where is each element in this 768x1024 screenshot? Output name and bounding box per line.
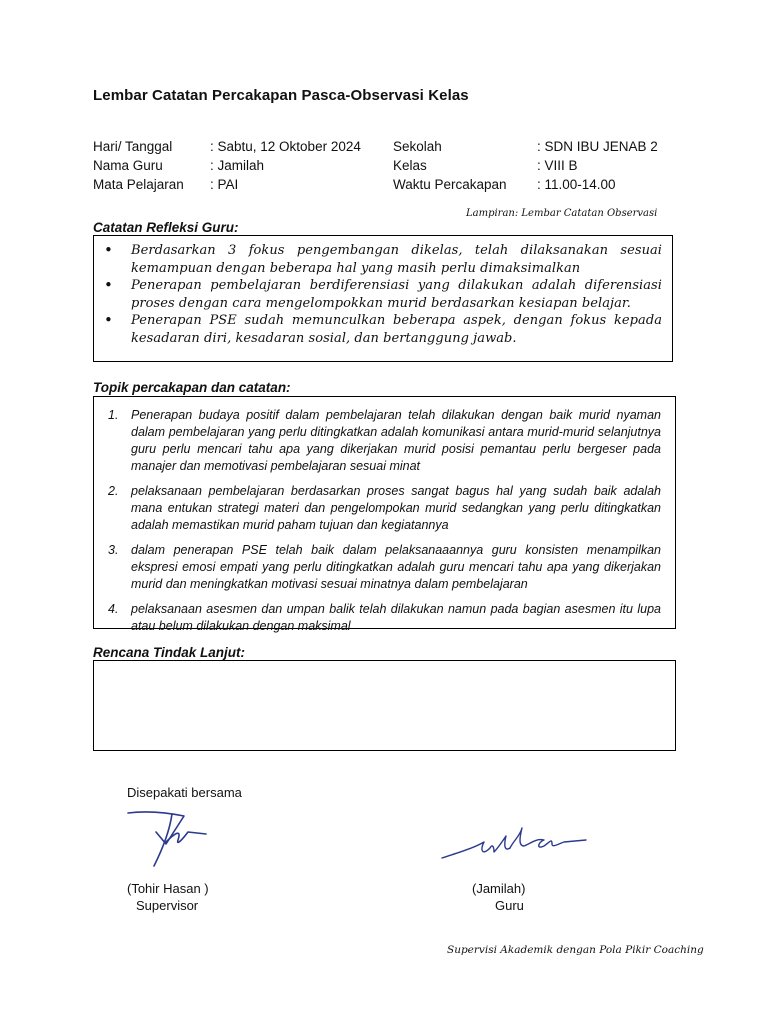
footer-note: Supervisi Akademik dengan Pola Pikir Coaching (447, 944, 704, 956)
list-item: 3. dalam penerapan PSE telah baik dalam pelaksanaaannya guru konsisten menampilkan ekspresi emosi empati yang perlu ditingkatkan adalah guru mencari tahu apa yang dikerjakan murid dan meningkatkan motivasi sesuai minatnya dalam pembelajaran (108, 543, 661, 591)
list-item: 2. pelaksanaan pembelajaran berdasarkan proses sangat bagus hal yang sudah baik adalah mana entukan strategi materi dan pengelompokan murid sedangkan yang perlu ditingkatkan adalah memastikan murid paham tujuan dan kegiatannya (108, 484, 661, 532)
info-row-date-label: Hari/ Tanggal (93, 139, 173, 154)
follow-up-box (93, 660, 676, 751)
info-row-time-value: : 11.00-14.00 (537, 177, 616, 192)
attachment-note: Lampiran: Lembar Catatan Observasi (466, 208, 658, 219)
topics-box (93, 396, 676, 633)
list-item: • Berdasarkan 3 fokus pengembangan dikelas, telah dilaksanakan sesuai kemampuan dengan beberapa hal yang masih perlu dimaksimalkan (94, 242, 662, 277)
reflection-label: Catatan Refleksi Guru: (93, 220, 239, 235)
list-item: • Penerapan PSE sudah memunculkan beberapa aspek, dengan fokus kepada kesadaran diri, kesadaran sosial, dan bertanggung jawab. (94, 312, 662, 347)
info-row-time-label: Waktu Percakapan (393, 177, 507, 192)
list-item: 4. pelaksanaan asesmen dan umpan balik telah dilakukan namun pada bagian asesmen itu lupa atau belum dilakukan dengan maksimal (108, 602, 661, 633)
supervisor-signature (122, 806, 214, 872)
topics-label: Topik percakapan dan catatan: (93, 380, 291, 395)
info-row-subject-label: Mata Pelajaran (93, 177, 184, 192)
info-row-school-value: : SDN IBU JENAB 2 (537, 139, 658, 154)
reflection-box (93, 235, 673, 362)
info-row-class-label: Kelas (393, 158, 427, 173)
teacher-role: Guru (495, 898, 524, 913)
follow-up-label: Rencana Tindak Lanjut: (93, 645, 246, 660)
info-row-date-value: : Sabtu, 12 Oktober 2024 (210, 139, 361, 154)
page-title: Lembar Catatan Percakapan Pasca-Observasi Kelas (93, 87, 469, 104)
list-item: 1. Penerapan budaya positif dalam pembelajaran telah dilakukan dengan baik murid nyaman dalam pembelajaran yang perlu ditingkatkan adalah komunikasi antara murid-murid selanjutnya guru perlu mencari tahu apa yang dikerjakan murid posisi pemantau perlu bergeser pada manajer dan memotivasi pembelajaran sesuai minat (108, 408, 661, 473)
reflection-list (94, 242, 662, 347)
agreement-text: Disepakati bersama (127, 785, 242, 800)
info-row-subject-value: : PAI (210, 177, 239, 192)
info-row-school-label: Sekolah (393, 139, 442, 154)
info-row-teacher-value: : Jamilah (210, 158, 265, 173)
supervisor-role: Supervisor (136, 898, 199, 913)
info-row-class-value: : VIII B (537, 158, 578, 173)
supervisor-name: (Tohir Hasan ) (127, 881, 209, 896)
teacher-name: (Jamilah) (472, 881, 526, 896)
info-row-teacher-label: Nama Guru (93, 158, 163, 173)
topics-list (94, 407, 661, 635)
list-item: • Penerapan pembelajaran berdiferensiasi yang dilakukan adalah diferensiasi proses dengan cara mengelompokkan murid berdasarkan kesiapan belajar. (94, 277, 662, 312)
teacher-signature (440, 822, 590, 864)
